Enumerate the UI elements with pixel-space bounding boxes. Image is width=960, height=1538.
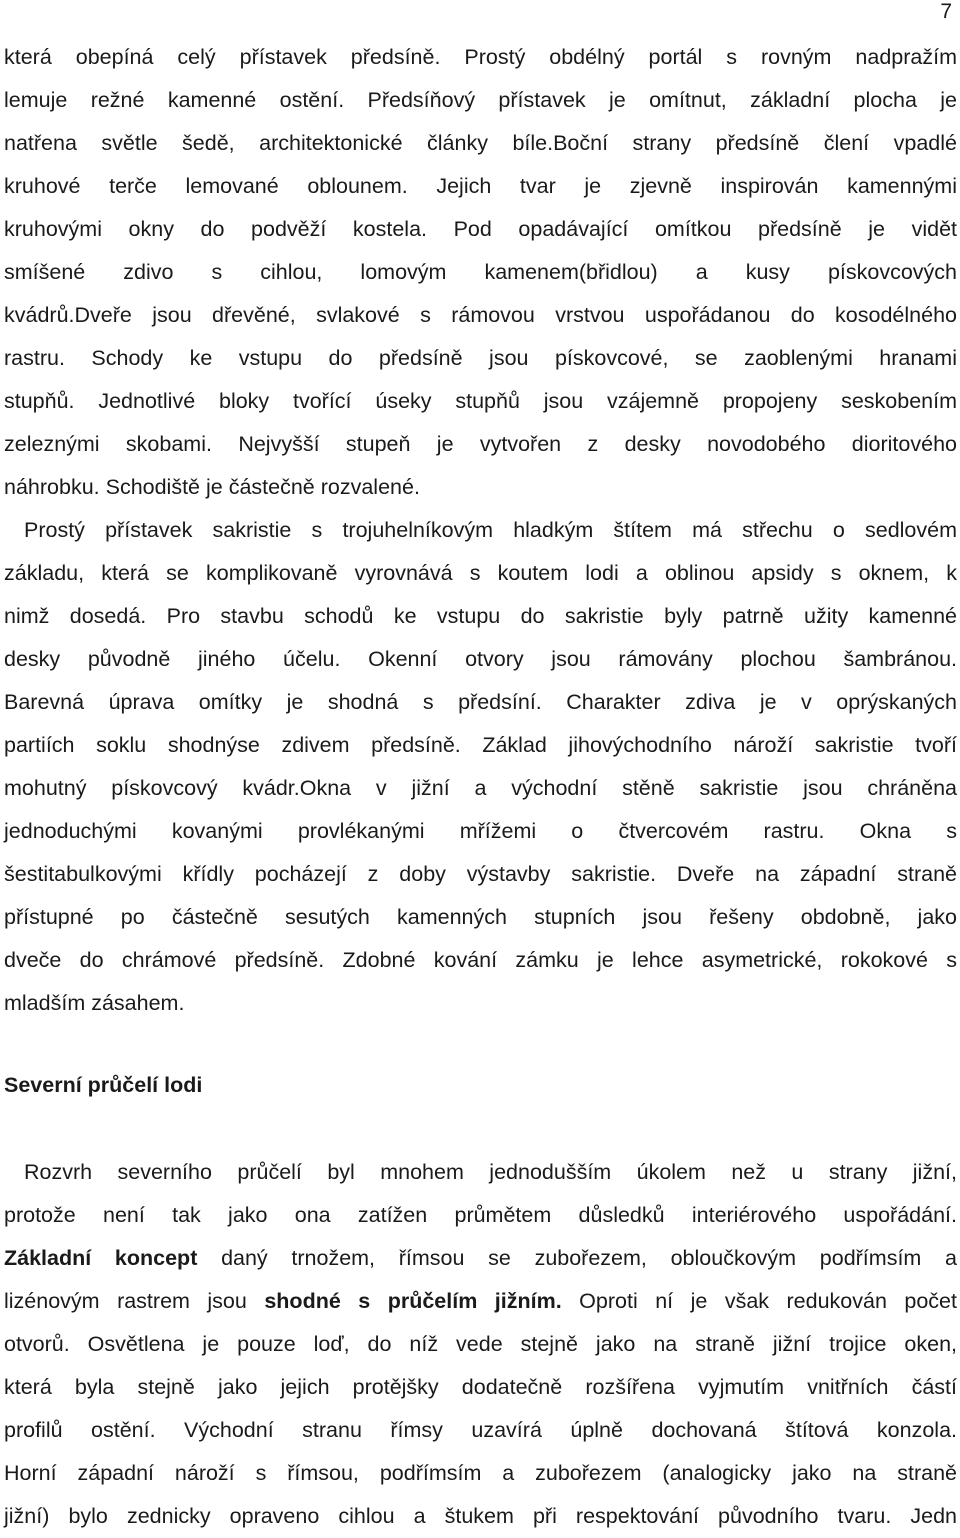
text-line: mohutný pískovcový kvádr.Okna v jižní a východní stěně sakristie jsou chráněna bbox=[4, 776, 957, 800]
text-line: šestitabulkovými křídly pocházejí z doby výstavby sakristie. Dveře na západní straně bbox=[4, 862, 957, 886]
body-text-top bbox=[4, 36, 957, 1025]
text-line bbox=[4, 1237, 957, 1280]
text-line: natřena světle šedě, architektonické články bíle.Boční strany předsíně člení vpadlé bbox=[4, 131, 957, 155]
text-run: daný trnožem, římsou se zubořezem, obloučkovým podřímsím a bbox=[197, 1246, 957, 1270]
text-line: protože není tak jako ona zatížen průmětem důsledků interiérového uspořádání. bbox=[4, 1203, 957, 1227]
text-line: jednoduchými kovanými provlékanými mřížemi o čtvercovém rastru. Okna s bbox=[4, 819, 957, 843]
text-line: desky původně jiného účelu. Okenní otvory jsou rámovány plochou šambránou. bbox=[4, 647, 957, 671]
text-run: lizénovým rastrem jsou bbox=[4, 1289, 265, 1313]
text-line: náhrobku. Schodiště je částečně rozvalené. bbox=[4, 475, 420, 499]
text-line: profilů ostění. Východní stranu římsy uzavírá úplně dochovaná štítová konzola. bbox=[4, 1418, 957, 1442]
text-line: Horní západní nároží s římsou, podřímsím a zubořezem (analogicky jako na straně bbox=[4, 1461, 957, 1485]
text-line: zeleznými skobami. Nejvyšší stupeň je vytvořen z desky novodobého dioritového bbox=[4, 432, 957, 456]
text-line: lemuje režné kamenné ostění. Předsíňový přístavek je omítnut, základní plocha je bbox=[4, 88, 957, 112]
text-line: nimž dosedá. Pro stavbu schodů ke vstupu do sakristie byly patrně užity kamenné bbox=[4, 604, 957, 628]
text-line: Rozvrh severního průčelí byl mnohem jednodušším úkolem než u strany jižní, bbox=[24, 1160, 957, 1184]
section-heading: Severní průčelí lodi bbox=[4, 1073, 203, 1097]
page-number: 7 bbox=[940, 0, 952, 23]
text-line: přístupné po částečně sesutých kamenných stupních jsou řešeny obdobně, jako bbox=[4, 905, 957, 929]
bold-phrase: shodné s průčelím jižním. bbox=[264, 1289, 562, 1313]
text-line: základu, která se komplikovaně vyrovnává s koutem lodi a oblinou apsidy s oknem, k bbox=[4, 561, 957, 585]
text-line bbox=[4, 1280, 957, 1323]
text-line: rastru. Schody ke vstupu do předsíně jsou pískovcové, se zaoblenými hranami bbox=[4, 346, 957, 370]
paragraph-north-facade bbox=[4, 1151, 957, 1538]
text-line: dveče do chrámové předsíně. Zdobné kování zámku je lehce asymetrické, rokokové s bbox=[4, 948, 957, 972]
text-line: kvádrů.Dveře jsou dřevěné, svlakové s rámovou vrstvou uspořádanou do kosodélného bbox=[4, 303, 957, 327]
text-line: otvorů. Osvětlena je pouze loď, do níž vede stejně jako na straně jižní trojice oken, bbox=[4, 1332, 957, 1356]
text-line: kruhové terče lemované oblounem. Jejich tvar je zjevně inspirován kamennými bbox=[4, 174, 957, 198]
text-line: smíšené zdivo s cihlou, lomovým kamenem(břidlou) a kusy pískovcových bbox=[4, 260, 957, 284]
text-line: partiích soklu shodnýse zdivem předsíně. Základ jihovýchodního nároží sakristie tvoří bbox=[4, 733, 957, 757]
text-line: mladším zásahem. bbox=[4, 991, 185, 1015]
text-line: stupňů. Jednotlivé bloky tvořící úseky stupňů jsou vzájemně propojeny seskobením bbox=[4, 389, 957, 413]
text-line: kruhovými okny do podvěží kostela. Pod opadávající omítkou předsíně je vidět bbox=[4, 217, 957, 241]
paragraph-sacristy bbox=[4, 509, 957, 1025]
text-run: Oproti ní je však redukován počet bbox=[561, 1289, 957, 1313]
bold-phrase: Základní koncept bbox=[4, 1246, 198, 1270]
text-line: Prostý přístavek sakristie s trojuhelníkovým hladkým štítem má střechu o sedlovém bbox=[24, 518, 957, 542]
text-line: která obepíná celý přístavek předsíně. Prostý obdélný portál s rovným nadpražím bbox=[4, 45, 957, 69]
text-line: jižní) bylo zednicky opraveno cihlou a štukem při respektování původního tvaru. Jedn bbox=[4, 1504, 957, 1528]
text-line: Barevná úprava omítky je shodná s předsíní. Charakter zdiva je v oprýskaných bbox=[4, 690, 957, 714]
text-line: která byla stejně jako jejich protějšky dodatečně rozšířena vyjmutím vnitřních částí bbox=[4, 1375, 957, 1399]
paragraph-portal bbox=[4, 36, 957, 509]
